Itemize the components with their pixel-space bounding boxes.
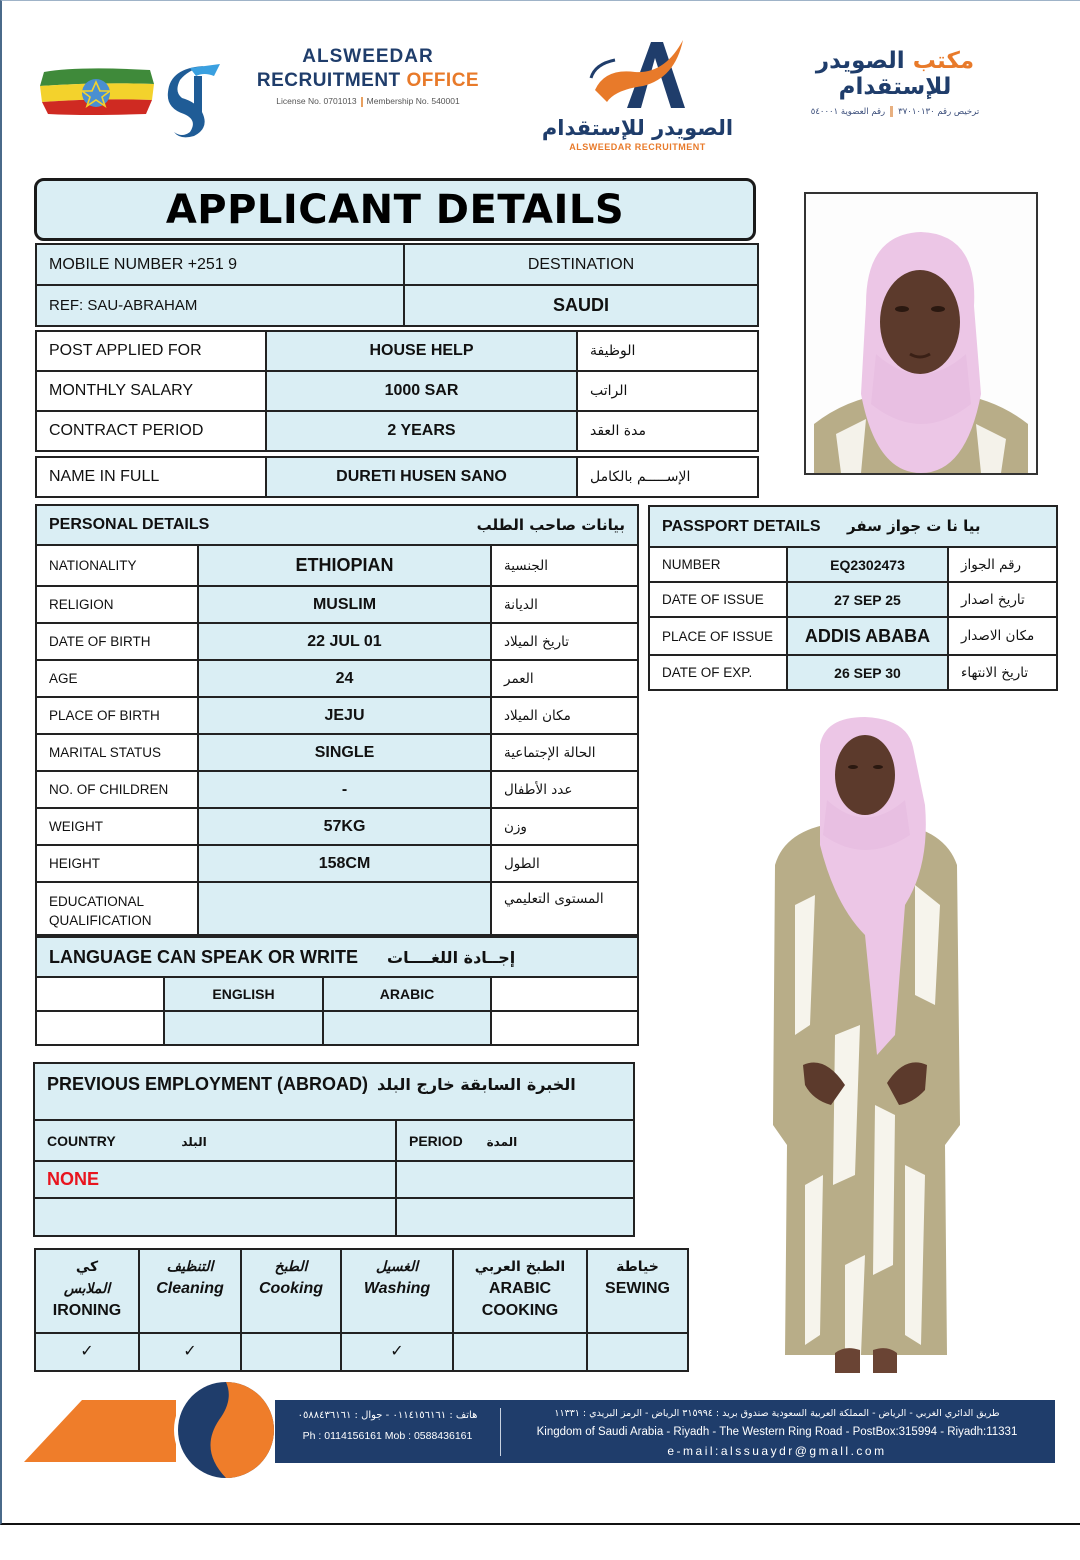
employment-period-empty [396, 1198, 634, 1236]
job-row [36, 331, 758, 371]
destination-label: DESTINATION [404, 244, 758, 285]
skill-en-2: COOKING [481, 1302, 559, 1319]
personal-row [36, 845, 638, 882]
personal-ar: تاريخ الميلاد [491, 623, 638, 660]
mobile-number: MOBILE NUMBER +251 9 [36, 244, 404, 285]
ethiopia-flag-logo [38, 64, 156, 120]
applicant-full-body-photo [765, 705, 965, 1380]
personal-value: ETHIOPIAN [198, 545, 491, 586]
personal-value: 22 JUL 01 [198, 623, 491, 660]
personal-header [36, 505, 638, 545]
personal-row-education [36, 882, 638, 935]
passport-row [649, 547, 1057, 582]
brand-ar-membership: رقم العضوية ٥٤٠٠٠١ [810, 107, 886, 117]
brand-ar-sub [760, 106, 1030, 117]
skill-en: Cleaning [156, 1280, 224, 1297]
personal-row [36, 586, 638, 623]
job-row [36, 411, 758, 451]
reference: REF: SAU-ABRAHAM [36, 285, 404, 326]
brand-en-line1: ALSWEEDAR [302, 46, 434, 67]
language-blank [36, 977, 164, 1011]
personal-ar: الجنسية [491, 545, 638, 586]
personal-value: SINGLE [198, 734, 491, 771]
brand-ar-office: مكتب [912, 48, 975, 74]
personal-value: JEJU [198, 697, 491, 734]
education-ar: المستوى التعليمي [491, 882, 638, 935]
personal-ar: الحالة الإجتماعية [491, 734, 638, 771]
personal-ar: وزن [491, 808, 638, 845]
job-value: 1000 SAR [266, 371, 577, 411]
employment-row [34, 1161, 634, 1198]
personal-row [36, 771, 638, 808]
passport-table [648, 505, 1058, 691]
footer-emblem-logo [24, 1380, 284, 1484]
personal-row [36, 734, 638, 771]
personal-title-ar: بيانات صاحب الطلب [476, 516, 625, 534]
page-title: APPLICANT DETAILS [165, 187, 625, 233]
language-title: LANGUAGE CAN SPEAK OR WRITE [49, 946, 359, 967]
name-label: NAME IN FULL [36, 457, 266, 497]
job-row [36, 371, 758, 411]
employment-row-empty [34, 1198, 634, 1236]
passport-label: PLACE OF ISSUE [649, 617, 787, 655]
skill-check-arabic-cooking [453, 1333, 587, 1371]
skill-ar: كي [75, 1259, 99, 1275]
portrait-image [806, 194, 1036, 473]
language-english-level [164, 1011, 323, 1045]
personal-value: MUSLIM [198, 586, 491, 623]
personal-row [36, 545, 638, 586]
personal-label: AGE [36, 660, 198, 697]
job-ar: مدة العقد [577, 411, 758, 451]
footer-address [507, 1404, 1047, 1461]
footer-email[interactable]: e-mail:alssuaydr@gmall.com [667, 1444, 887, 1458]
passport-row [649, 655, 1057, 690]
passport-value: 27 SEP 25 [787, 582, 948, 617]
personal-value: 57KG [198, 808, 491, 845]
footer-phones [275, 1406, 500, 1446]
logo-text-block [540, 116, 735, 152]
name-ar: الإســـــم بالكامل [577, 457, 758, 497]
passport-header [649, 506, 1057, 547]
passport-value: EQ2302473 [787, 547, 948, 582]
personal-row [36, 697, 638, 734]
name-table [35, 456, 759, 498]
footer-phone-ar: هاتف : ٠١١٤١٥٦١٦١ - جوال : ٠٥٨٨٤٣٦١٦١ [297, 1410, 478, 1421]
personal-title: PERSONAL DETAILS [49, 516, 210, 533]
language-english: ENGLISH [164, 977, 323, 1011]
contact-table [35, 243, 759, 327]
skill-en: IRONING [52, 1302, 122, 1319]
job-label: MONTHLY SALARY [36, 371, 266, 411]
footer-phone-en: Ph : 0114156161 Mob : 0588436161 [302, 1430, 473, 1442]
skill-en: Washing [363, 1280, 431, 1297]
full-name: DURETI HUSEN SANO [266, 457, 577, 497]
language-arabic-level [323, 1011, 491, 1045]
skill-en: SEWING [605, 1280, 670, 1297]
skill-ar: التنظيف [166, 1259, 214, 1275]
education-value [198, 882, 491, 935]
language-header [36, 937, 638, 977]
skill-ar-2: الملابس [63, 1281, 111, 1297]
passport-ar: تاريخ اصدار [948, 582, 1057, 617]
education-label-1: EDUCATIONAL [49, 893, 145, 909]
brand-ar-license: ترخيص رقم ٣٧٠١٠١٣٠ [898, 107, 980, 117]
skill-check-washing: ✓ [341, 1333, 453, 1371]
skill-check-cooking [241, 1333, 341, 1371]
job-ar: الوظيفة [577, 331, 758, 371]
membership-number: Membership No. 540001 [366, 96, 460, 106]
passport-title: PASSPORT DETAILS [662, 518, 821, 535]
s-emblem-logo [160, 62, 222, 140]
personal-label: PLACE OF BIRTH [36, 697, 198, 734]
personal-value: 158CM [198, 845, 491, 882]
country-ar: البلد [181, 1134, 207, 1149]
employment-title: PREVIOUS EMPLOYMENT (ABROAD) [47, 1074, 369, 1094]
country-header [34, 1120, 396, 1161]
brand-en-line2 [250, 70, 486, 92]
skills-table [34, 1248, 689, 1372]
skill-arabic-cooking [453, 1249, 587, 1333]
skill-ar: الطبخ العربي [474, 1259, 566, 1275]
passport-label: DATE OF ISSUE [649, 582, 787, 617]
education-label-2: QUALIFICATION [49, 912, 152, 928]
personal-row [36, 623, 638, 660]
footer-bar [275, 1400, 1055, 1463]
passport-ar: تاريخ الانتهاء [948, 655, 1057, 690]
personal-label: WEIGHT [36, 808, 198, 845]
passport-title-ar: بيا نا ت جواز سفر [846, 517, 981, 535]
personal-label: NO. OF CHILDREN [36, 771, 198, 808]
logo-arabic: الصويدر للإستقدام [541, 116, 734, 140]
country-label: COUNTRY [47, 1132, 116, 1149]
personal-row [36, 660, 638, 697]
applicant-portrait-photo [804, 192, 1038, 475]
skill-en: ARABIC [488, 1280, 552, 1297]
personal-label: RELIGION [36, 586, 198, 623]
brand-ar-title [760, 48, 1030, 100]
employment-country-empty [34, 1198, 396, 1236]
brand-recruitment: RECRUITMENT [256, 70, 401, 91]
employment-title-ar: الخبرة السابقة خارج البلد [377, 1075, 576, 1094]
passport-row [649, 617, 1057, 655]
employment-period [396, 1161, 634, 1198]
skill-check-sewing [587, 1333, 688, 1371]
passport-row [649, 582, 1057, 617]
personal-ar: الطول [491, 845, 638, 882]
footer-address-ar: طريق الدائري الغربي - الرياض - المملكة العربية السعودية صندوق بريد : ٣١٥٩٩٤ الرياض - الرمز البريدي : ١١٣٣١ [554, 1408, 1000, 1419]
personal-ar: الديانة [491, 586, 638, 623]
language-arabic: ARABIC [323, 977, 491, 1011]
personal-value: 24 [198, 660, 491, 697]
employment-header [34, 1063, 634, 1120]
personal-value: - [198, 771, 491, 808]
passport-value: 26 SEP 30 [787, 655, 948, 690]
page-title-box [34, 178, 756, 241]
period-label: PERIOD [409, 1132, 463, 1149]
footer-separator [500, 1408, 501, 1456]
language-title-ar: إجــادة اللغــــات [387, 947, 516, 967]
skill-ar: الطبخ [274, 1259, 308, 1275]
skill-ar: خياطة [616, 1259, 659, 1275]
job-value: HOUSE HELP [266, 331, 577, 371]
personal-ar: عدد الأطفال [491, 771, 638, 808]
language-blank [491, 977, 638, 1011]
language-cell [491, 1011, 638, 1045]
period-header [396, 1120, 634, 1161]
passport-label: NUMBER [649, 547, 787, 582]
skill-sewing [587, 1249, 688, 1333]
personal-row [36, 808, 638, 845]
job-table [35, 330, 759, 452]
license-number: License No. 0701013 [276, 96, 357, 106]
previous-employment-table [33, 1062, 635, 1237]
logo-english: ALSWEEDAR RECRUITMENT [569, 142, 706, 152]
personal-label: NATIONALITY [36, 545, 198, 586]
job-label: CONTRACT PERIOD [36, 411, 266, 451]
job-label: POST APPLIED FOR [36, 331, 266, 371]
a-emblem-logo [585, 38, 695, 114]
skill-cooking [241, 1249, 341, 1333]
personal-label: DATE OF BIRTH [36, 623, 198, 660]
job-ar: الراتب [577, 371, 758, 411]
personal-ar: مكان الميلاد [491, 697, 638, 734]
period-ar: المدة [486, 1134, 518, 1149]
personal-details-table [35, 504, 639, 936]
footer-address-en: Kingdom of Saudi Arabia - Riyadh - The Western Ring Road - PostBox:315994 - Riyadh:11331 [536, 1426, 1018, 1438]
brand-office: OFFICE [406, 70, 480, 91]
passport-label: DATE OF EXP. [649, 655, 787, 690]
personal-ar: العمر [491, 660, 638, 697]
brand-en-block [250, 46, 486, 107]
passport-value: ADDIS ABABA [787, 617, 948, 655]
license-line [250, 96, 486, 107]
passport-ar: مكان الاصدار [948, 617, 1057, 655]
job-value: 2 YEARS [266, 411, 577, 451]
skill-en: Cooking [259, 1280, 323, 1297]
brand-ar-block [760, 48, 1030, 117]
skill-check-ironing: ✓ [35, 1333, 139, 1371]
destination-value: SAUDI [404, 285, 758, 326]
skill-cleaning [139, 1249, 241, 1333]
skill-check-cleaning: ✓ [139, 1333, 241, 1371]
language-cell [36, 1011, 164, 1045]
employment-country: NONE [34, 1161, 396, 1198]
personal-label: HEIGHT [36, 845, 198, 882]
language-table [35, 936, 639, 1046]
personal-label: MARITAL STATUS [36, 734, 198, 771]
skill-washing [341, 1249, 453, 1333]
brand-ar-name: الصويدر للإستقدام [815, 48, 952, 100]
passport-ar: رقم الجواز [948, 547, 1057, 582]
skill-ar: الغسيل [375, 1259, 419, 1275]
skill-ironing [35, 1249, 139, 1333]
education-label [36, 882, 198, 935]
